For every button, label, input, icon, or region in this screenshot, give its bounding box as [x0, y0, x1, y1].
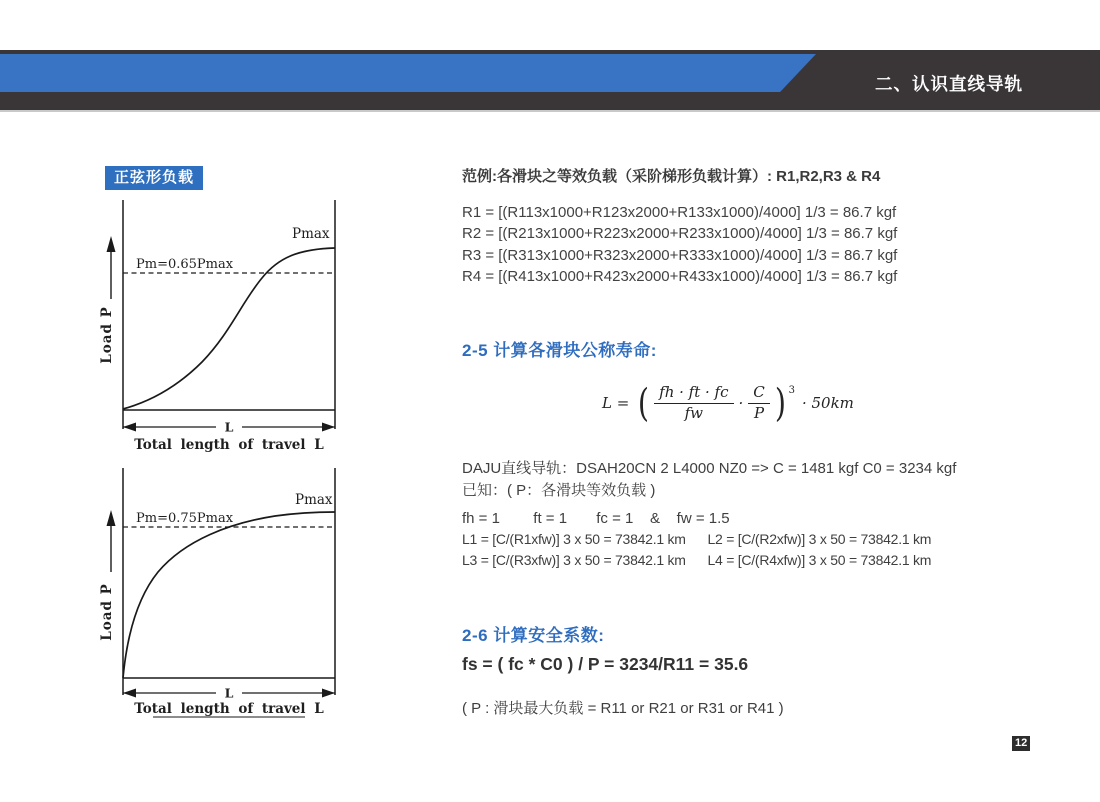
fraction-denominator: P: [753, 403, 765, 422]
dimension-arrow-left-icon: [123, 423, 136, 432]
life-result-line-1: L1 = [C/(R1xfw)] 3 x 50 = 73842.1 km L2 = [C/(R2xfw)] 3 x 50 = 73842.1 km: [462, 531, 932, 547]
sine-load-chart-2: [90, 460, 355, 722]
y-axis-label: Load P: [99, 306, 115, 364]
load-line-r3: R3 = [(R313x1000+R323x2000+R333x1000)/4000] 1/3 = 86.7 kgf: [462, 246, 898, 264]
fraction-denominator: fw: [684, 403, 704, 422]
fraction-numerator: fh · ft · fc: [654, 384, 733, 403]
calculation-column: [462, 160, 1047, 770]
dimension-label: L: [224, 685, 234, 701]
sine-load-tag: 正弦形负载: [105, 166, 203, 190]
company-name: HENGERDA NEW MATERIALS (FUJIAN) CO., LTD.: [105, 14, 333, 24]
dimension-arrow-left-icon: [123, 689, 136, 698]
formula-exponent: 3: [788, 385, 795, 396]
life-result-line-2: L3 = [C/(R3xfw)] 3 x 50 = 73842.1 km L4 = [C/(R4xfw)] 3 x 50 = 73842.1 km: [462, 552, 932, 568]
example-heading: 范例:各滑块之等效负载（采阶梯形负载计算）: R1,R2,R3 & R4: [462, 168, 881, 185]
mean-load-label: Pm=0.65Pmax: [136, 257, 234, 272]
factor-values-line: fh = 1 ft = 1 fc = 1 & fw = 1.5: [462, 510, 730, 527]
chart-caption: Total length of travel L: [134, 701, 324, 717]
dimension-arrow-right-icon: [322, 689, 335, 698]
load-curve: [123, 248, 335, 409]
fraction-numerator: C: [748, 384, 769, 403]
load-line-r2: R2 = [(R213x1000+R223x2000+R233x1000)/4000] 1/3 = 86.7 kgf: [462, 225, 898, 243]
formula-left-paren: (: [638, 381, 650, 425]
section-2-5-heading: 2-5 计算各滑块公称寿命:: [462, 341, 657, 360]
dimension-label: L: [224, 419, 234, 435]
pmax-label: Pmax: [295, 492, 333, 508]
dimension-arrow-right-icon: [322, 423, 335, 432]
y-axis-arrowhead-icon: [107, 510, 116, 526]
load-curve: [123, 512, 335, 678]
sine-load-chart-1: [90, 192, 355, 454]
y-axis-label: Load P: [99, 583, 115, 641]
rail-spec-line: DAJU直线导轨：DSAH20CN 2 L4000 NZ0 => C = 1481 kgf C0 = 3234 kgf: [462, 460, 957, 477]
chart-caption: Total length of travel L: [134, 437, 324, 453]
formula-dot: ·: [738, 394, 744, 412]
mean-load-label: Pm=0.75Pmax: [136, 511, 234, 526]
header-blue-banner: [0, 54, 816, 92]
page-number-badge: 12: [1012, 736, 1030, 751]
life-formula: [602, 381, 854, 425]
y-axis-arrowhead-icon: [107, 236, 116, 252]
load-line-r4: R4 = [(R413x1000+R423x2000+R433x1000)/4000] 1/3 = 86.7 kgf: [462, 268, 898, 286]
pmax-label: Pmax: [292, 226, 330, 242]
known-condition-line: 已知：( P：各滑块等效负载 ): [462, 482, 656, 499]
equivalent-load-list: [462, 202, 897, 288]
formula-tail: · 50km: [801, 394, 854, 412]
max-load-note: ( P : 滑块最大负载 = R11 or R21 or R31 or R41 ): [462, 700, 784, 717]
section-2-6-heading: 2-6 计算安全系数:: [462, 626, 605, 645]
safety-factor-result: fs = ( fc * C0 ) / P = 3234/R11 = 35.6: [462, 654, 749, 674]
formula-right-paren: ): [774, 381, 786, 425]
chapter-title: 二、认识直线导轨: [875, 74, 1023, 94]
formula-lhs: L =: [602, 394, 630, 412]
formula-fraction-2: [748, 384, 769, 422]
formula-fraction-1: [654, 384, 733, 422]
load-line-r1: R1 = [(R113x1000+R123x2000+R133x1000)/4000] 1/3 = 86.7 kgf: [462, 204, 897, 221]
